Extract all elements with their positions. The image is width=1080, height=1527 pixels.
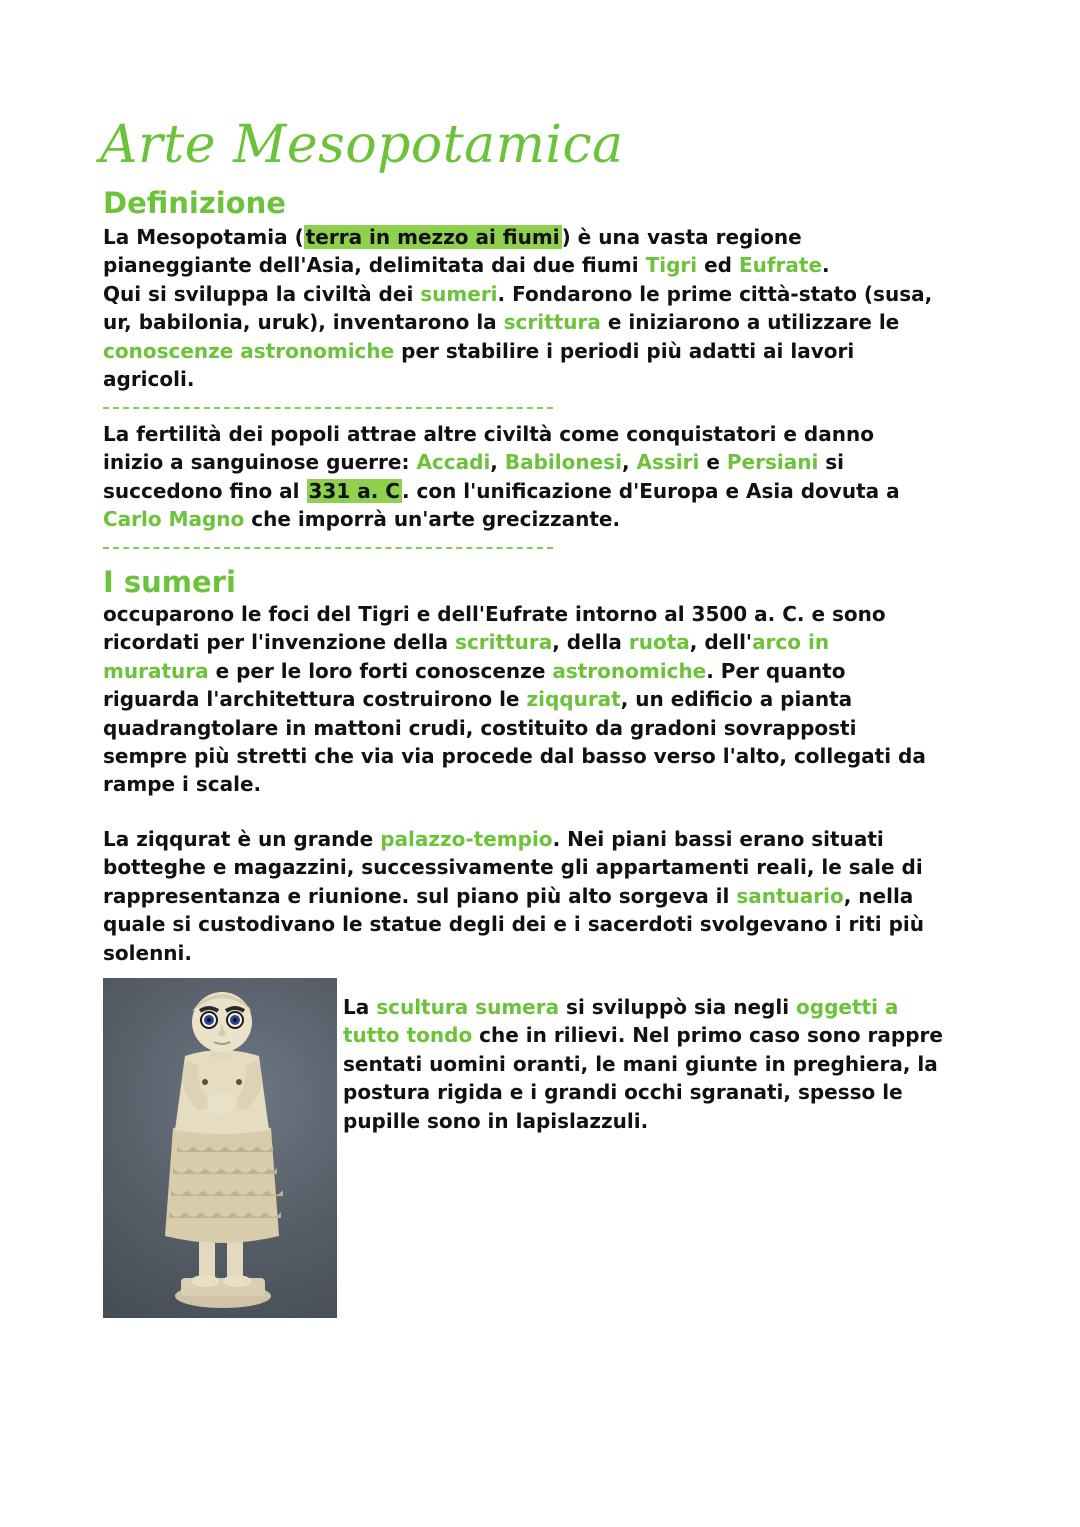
green-term: scrittura	[503, 310, 601, 335]
green-term: astronomiche	[552, 658, 707, 683]
green-term: sumeri	[420, 281, 498, 306]
text-run: succedono fino al	[103, 478, 307, 503]
green-term: Carlo Magno	[103, 507, 245, 532]
text-line	[103, 685, 983, 713]
text-run: quale si custodivano le statue degli dei e i sacerdoti svolgevano i riti più	[103, 912, 925, 937]
paragraph-fertilita	[103, 420, 983, 534]
text-line	[103, 770, 983, 798]
text-run: , dell'	[689, 630, 753, 655]
text-line	[103, 477, 983, 505]
green-term: Tigri	[645, 253, 698, 278]
text-run: ,	[490, 450, 505, 475]
text-line	[103, 223, 983, 251]
green-term: Assiri	[636, 450, 700, 475]
green-term: tutto tondo	[343, 1023, 473, 1048]
green-term: ruota	[628, 630, 690, 655]
text-run: occuparono le foci del Tigri e dell'Eufrate intorno al 3500 a. C. e sono	[103, 602, 886, 626]
green-term: santuario	[736, 883, 844, 908]
paragraph-sumeri	[103, 600, 983, 799]
text-run: che imporrà un'arte grecizzante.	[244, 507, 621, 532]
text-line	[103, 365, 983, 393]
text-run: solenni.	[103, 940, 192, 965]
text-run: ur, babilonia, uruk), inventarono la	[103, 310, 504, 335]
text-run: .	[822, 253, 830, 278]
text-run: si sviluppò sia negli	[559, 995, 797, 1019]
text-run: ed	[697, 253, 739, 278]
text-run: ,	[621, 450, 637, 475]
text-line	[103, 448, 983, 476]
dashed-divider	[103, 547, 553, 549]
green-term: oggetti a	[796, 995, 899, 1019]
green-term: conoscenze astronomiche	[103, 338, 395, 363]
text-line	[103, 420, 983, 448]
text-line	[103, 742, 983, 770]
highlighted-term: terra in mezzo ai fiumi	[305, 225, 560, 249]
green-term: arco in	[752, 630, 830, 655]
text-run: rampe i scale.	[103, 772, 262, 797]
text-run: sempre più stretti che via via procede dal basso verso l'alto, collegati da	[103, 743, 926, 768]
text-run: e iniziarono a utilizzare le	[600, 310, 900, 335]
text-run: . Per quanto	[706, 658, 846, 683]
text-run: ) è una vasta regione	[561, 225, 802, 249]
text-line	[103, 628, 983, 656]
text-line	[103, 505, 983, 533]
text-run: riguarda l'architettura costruirono le	[103, 687, 527, 712]
text-run: e per le loro forti conoscenze	[208, 658, 553, 683]
text-run: La Mesopotamia (	[103, 225, 304, 249]
text-line	[103, 280, 983, 308]
text-line	[103, 337, 983, 365]
highlighted-term: 331 a. C	[308, 478, 400, 503]
text-run: quadrangtolare in mattoni crudi, costituito da gradoni sovrapposti	[103, 715, 857, 740]
text-line	[343, 1107, 983, 1135]
green-term: Persiani	[726, 450, 819, 475]
text-run: e	[699, 450, 727, 475]
text-run: , nella	[843, 883, 914, 908]
green-term: palazzo-tempio	[380, 827, 553, 851]
text-run: La fertilità dei popoli attrae altre civiltà come conquistatori e danno	[103, 422, 874, 446]
text-run: ricordati per l'invenzione della	[103, 630, 456, 655]
text-run: botteghe e magazzini, successivamente gli appartamenti reali, le sale di	[103, 855, 923, 880]
text-run: sentati uomini oranti, le mani giunte in preghiera, la	[343, 1051, 938, 1076]
text-run: per stabilire i periodi più adatti ai lavori	[394, 338, 855, 363]
text-run: , un edificio a pianta	[620, 687, 853, 712]
text-line	[103, 853, 983, 881]
text-run: si	[818, 450, 845, 475]
dashed-divider	[103, 407, 553, 409]
text-line	[103, 825, 983, 853]
text-run: che in rilievi. Nel primo caso sono rappre	[472, 1023, 943, 1048]
green-term: muratura	[103, 658, 209, 683]
text-run: . Nei piani bassi erano situati	[552, 827, 884, 851]
sumerian-statue-image	[103, 978, 337, 1318]
paragraph-definizione	[103, 223, 983, 393]
green-term: Accadi	[416, 450, 491, 475]
paragraph-scultura	[343, 993, 983, 1135]
text-run: . con l'unificazione d'Europa e Asia dovuta a	[401, 478, 900, 503]
text-line	[103, 882, 983, 910]
green-term: ziqqurat	[526, 687, 621, 712]
text-line	[343, 1050, 983, 1078]
text-line	[343, 1078, 983, 1106]
text-line	[103, 600, 983, 628]
text-run: , della	[552, 630, 629, 655]
text-line	[103, 939, 983, 967]
heading-sumeri: I sumeri	[103, 565, 236, 599]
text-line	[103, 657, 983, 685]
text-run: Qui si sviluppa la civiltà dei	[103, 281, 421, 306]
page-title: Arte Mesopotamica	[100, 115, 624, 175]
text-line	[103, 251, 983, 279]
text-run: pupille sono in lapislazzuli.	[343, 1108, 649, 1133]
text-run: agricoli.	[103, 366, 195, 391]
paragraph-ziqqurat	[103, 825, 983, 967]
green-term: Eufrate	[738, 253, 823, 278]
text-line	[103, 910, 983, 938]
text-line	[343, 993, 983, 1021]
text-line	[103, 308, 983, 336]
text-run: La	[343, 995, 377, 1019]
text-run: . Fondarono le prime città-stato (susa,	[497, 281, 933, 306]
text-run: rappresentanza e riunione. sul piano più alto sorgeva il	[103, 883, 737, 908]
text-line	[343, 1021, 983, 1049]
text-run: postura rigida e i grandi occhi sgranati, spesso le	[343, 1080, 903, 1105]
green-term: scultura sumera	[376, 995, 560, 1019]
text-run: pianeggiante dell'Asia, delimitata dai due fiumi	[103, 253, 646, 278]
green-term: scrittura	[455, 630, 553, 655]
green-term: Babilonesi	[504, 450, 622, 475]
heading-definizione: Definizione	[103, 186, 286, 220]
text-run: La ziqqurat è un grande	[103, 827, 381, 851]
text-run: inizio a sanguinose guerre:	[103, 450, 417, 475]
text-line	[103, 714, 983, 742]
